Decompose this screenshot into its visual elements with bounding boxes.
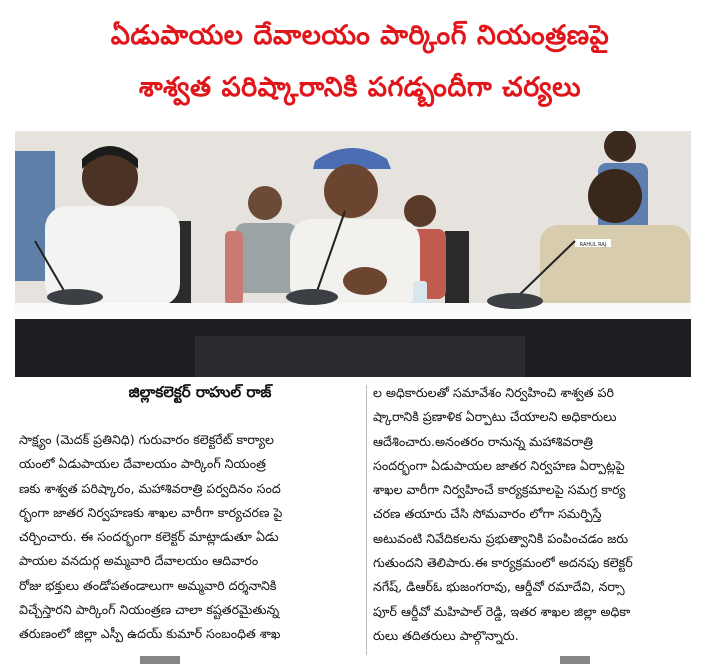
article-line: ష్కారానికి ప్రణాళిక ఏర్పాటు చేయాలని అధికారులు (373, 409, 617, 425)
article-line: ల అధికారులతో సమావేశం నిర్వహించి శాశ్వత పరి (373, 385, 614, 400)
article-line: సందర్భంగా ఏడుపాయల జాతర నిర్వహణ ఏర్పాట్లపై (373, 457, 625, 473)
column-divider (366, 385, 367, 655)
article-line: చర్చించారు. ఈ సందర్భంగా కలెక్టర్ మాట్లాడుతూ ఏడు (19, 529, 279, 545)
article-line: గుతుందని తెలిపారు.ఈ కార్యక్రమంలో అదనపు కలెక్టర్ (373, 555, 633, 571)
article-line: చరణ తయారు చేసి సోమవారం లోగా సమర్పిస్తే (373, 506, 602, 522)
article-line: పాయల వనదుర్గ అమ్మవారి దేవాలయం ఆదివారం (19, 553, 259, 569)
article-left-column (19, 428, 361, 647)
cut-off-text-fragment (140, 656, 180, 664)
photo-caption: జిల్లాకలెక్టర్ రాహుల్ రాజ్ (128, 383, 272, 401)
article-line: యంలో ఏడుపాయల దేవాలయం పార్కింగ్ నియంత్ర (19, 456, 266, 472)
article-right-column (373, 381, 703, 648)
article-line: రోజు భక్తులు తండోపతండాలుగా అమ్మవారి దర్శనానికి (19, 577, 277, 593)
article-line: అటువంటి నివేదికలను ప్రభుత్వానికి పంపించడం జరు (373, 530, 629, 546)
name-tag: RAHUL RAJ (579, 242, 607, 248)
article-line: శాఖల వారీగా నిర్వహించే కార్యక్రమాలపై సమగ్ర కార్య (373, 482, 626, 498)
article-line: నగేష్, డిఆర్ఓ భుజంగరావు, ఆర్డీవో రమాదేవి, నర్సా (373, 579, 625, 595)
article-line: తరుణంలో జిల్లా ఎస్పీ ఉదయ్ కుమార్ సంబంధిత శాఖ (19, 626, 281, 642)
article-line: రులు తదితరులు పాల్గొన్నారు. (373, 627, 519, 643)
meeting-photo (15, 131, 691, 377)
article-line: ఆదేశించారు.అనంతరం రానున్న మహాశివరాత్రి (373, 433, 593, 449)
article-line: సాక్ష్యం (మెదక్ ప్రతినిధి) గురువారం కలెక్టరేట్ కార్యాల (19, 432, 274, 447)
article-line: ణకు శాశ్వత పరిష్కారం, మహాశివరాత్రి పర్వదినం సంద (19, 480, 281, 496)
headline-line-1: ఏడుపాయల దేవాలయం పార్కింగ్ నియంత్రణపై (110, 20, 610, 51)
article-line: విచ్చేస్తారని పార్కింగ్ నియంత్రణ చాలా కష్టతరమైతున్న (19, 602, 280, 618)
article-line: ర్భంగా జాతర నిర్వహణకు శాఖల వారీగా కార్యచరణ పై (19, 504, 283, 520)
headline-line-2: శాశ్వత పరిష్కారానికి పగడ్బందీగా చర్యలు (138, 72, 582, 103)
water-bottle (225, 231, 243, 305)
cut-off-text-fragment (560, 656, 590, 664)
article-line: పూర్ ఆర్డీవో మహిపాల్ రెడ్డి, ఇతర శాఖల జిల్లా అధికా (373, 603, 631, 619)
